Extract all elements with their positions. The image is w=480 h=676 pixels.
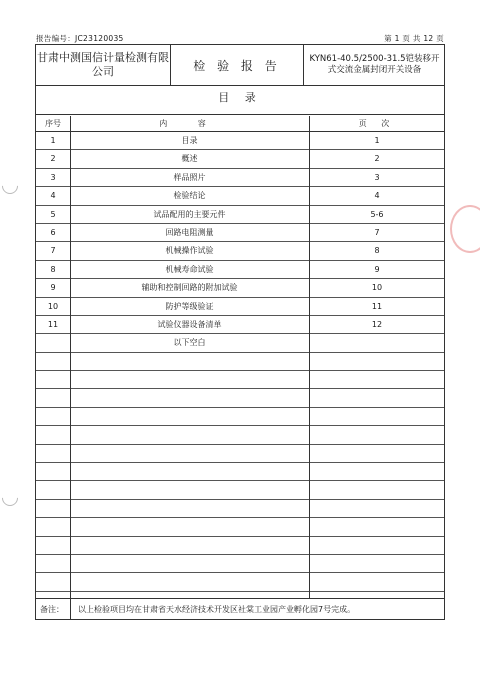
row-number: 6: [50, 227, 56, 237]
binding-hole: [0, 175, 21, 198]
table-row: [36, 334, 444, 352]
col-header-content: 内 容: [159, 119, 220, 128]
table-row: [36, 573, 444, 591]
row-number: 4: [50, 191, 56, 201]
toc-title: 目 录: [218, 91, 262, 104]
row-number: 3: [50, 172, 56, 182]
table-row: [36, 261, 444, 279]
row-content: 回路电阻测量: [165, 227, 214, 237]
col-header-page: 页 次: [358, 119, 396, 128]
col-header-no: 序号: [45, 119, 61, 128]
row-content: 检验结论: [173, 191, 206, 201]
row-number: 11: [47, 319, 59, 329]
table-row: [36, 500, 444, 518]
column-divider: [309, 116, 310, 598]
table-row: [36, 555, 444, 573]
row-number: 7: [50, 246, 56, 256]
table-row: [36, 537, 444, 555]
organization-name: 甘肃中测国信计量检测有限公司: [36, 45, 171, 85]
row-number: 2: [50, 154, 56, 164]
title-block: [36, 45, 444, 86]
table-row: [36, 242, 444, 260]
row-page: 8: [374, 246, 380, 256]
remarks-divider: [70, 598, 71, 620]
table-row: [36, 481, 444, 499]
row-page: 2: [374, 154, 380, 164]
row-number: 1: [50, 136, 56, 145]
table-row: [36, 408, 444, 426]
row-page: 9: [374, 264, 380, 274]
remarks-label: 备注：: [40, 605, 64, 614]
row-page: 10: [371, 283, 383, 293]
table-row: [36, 445, 444, 463]
row-number: 10: [47, 301, 59, 311]
remarks-text: 以上检验项目均在甘肃省天水经济技术开发区社棠工业园产业孵化园7号完成。: [78, 605, 356, 614]
row-number: 9: [50, 283, 56, 293]
binding-hole: [0, 487, 21, 510]
column-divider: [70, 116, 71, 598]
row-content: 试品配用的主要元件: [153, 209, 226, 219]
remarks: [36, 598, 444, 621]
report-number: [36, 33, 124, 44]
row-page: 3: [374, 172, 380, 182]
table-row: [36, 279, 444, 297]
report-title: 检 验 报 告: [171, 45, 304, 85]
row-content: 以下空白: [173, 338, 206, 348]
row-content: 概述: [181, 154, 198, 164]
table-row: [36, 187, 444, 205]
table-row: [36, 224, 444, 242]
row-number: 5: [50, 209, 56, 219]
row-content: 机械操作试验: [165, 246, 214, 256]
table-row: [36, 371, 444, 389]
row-number: 8: [50, 264, 56, 274]
table-row: [36, 150, 444, 168]
product-name: KYN61-40.5/2500-31.5铠装移开式交流金属封闭开关设备: [309, 54, 440, 75]
table-row: [36, 206, 444, 224]
row-page: 12: [371, 319, 383, 329]
row-content: 目录: [181, 136, 198, 145]
row-content: 辅助和控制回路的附加试验: [141, 283, 238, 293]
table-row: [36, 426, 444, 444]
table-row: [36, 389, 444, 407]
row-page: 5-6: [370, 209, 384, 219]
table-row: [36, 463, 444, 481]
table-row: [36, 298, 444, 316]
table-row: [36, 169, 444, 187]
table-row: [36, 353, 444, 371]
report-number-label: 报告编号：: [36, 34, 75, 43]
row-content: 试验仪器设备清单: [157, 319, 222, 329]
page-info: 第 1 页 共 12 页: [384, 34, 444, 43]
row-page: 11: [371, 301, 383, 311]
row-page: 1: [374, 136, 380, 145]
row-content: 样品照片: [173, 172, 206, 182]
row-page: 4: [374, 191, 380, 201]
row-content: 机械寿命试验: [165, 264, 214, 274]
seal-stamp: [450, 205, 480, 253]
table-row: [36, 316, 444, 334]
row-page: 7: [374, 227, 380, 237]
table-row: [36, 132, 444, 150]
row-content: 防护等级验证: [165, 301, 214, 311]
report-frame: [35, 44, 445, 620]
toc-table: [36, 132, 444, 592]
report-number-value: JC23120035: [75, 34, 124, 43]
table-row: [36, 518, 444, 536]
divider: [36, 114, 444, 115]
